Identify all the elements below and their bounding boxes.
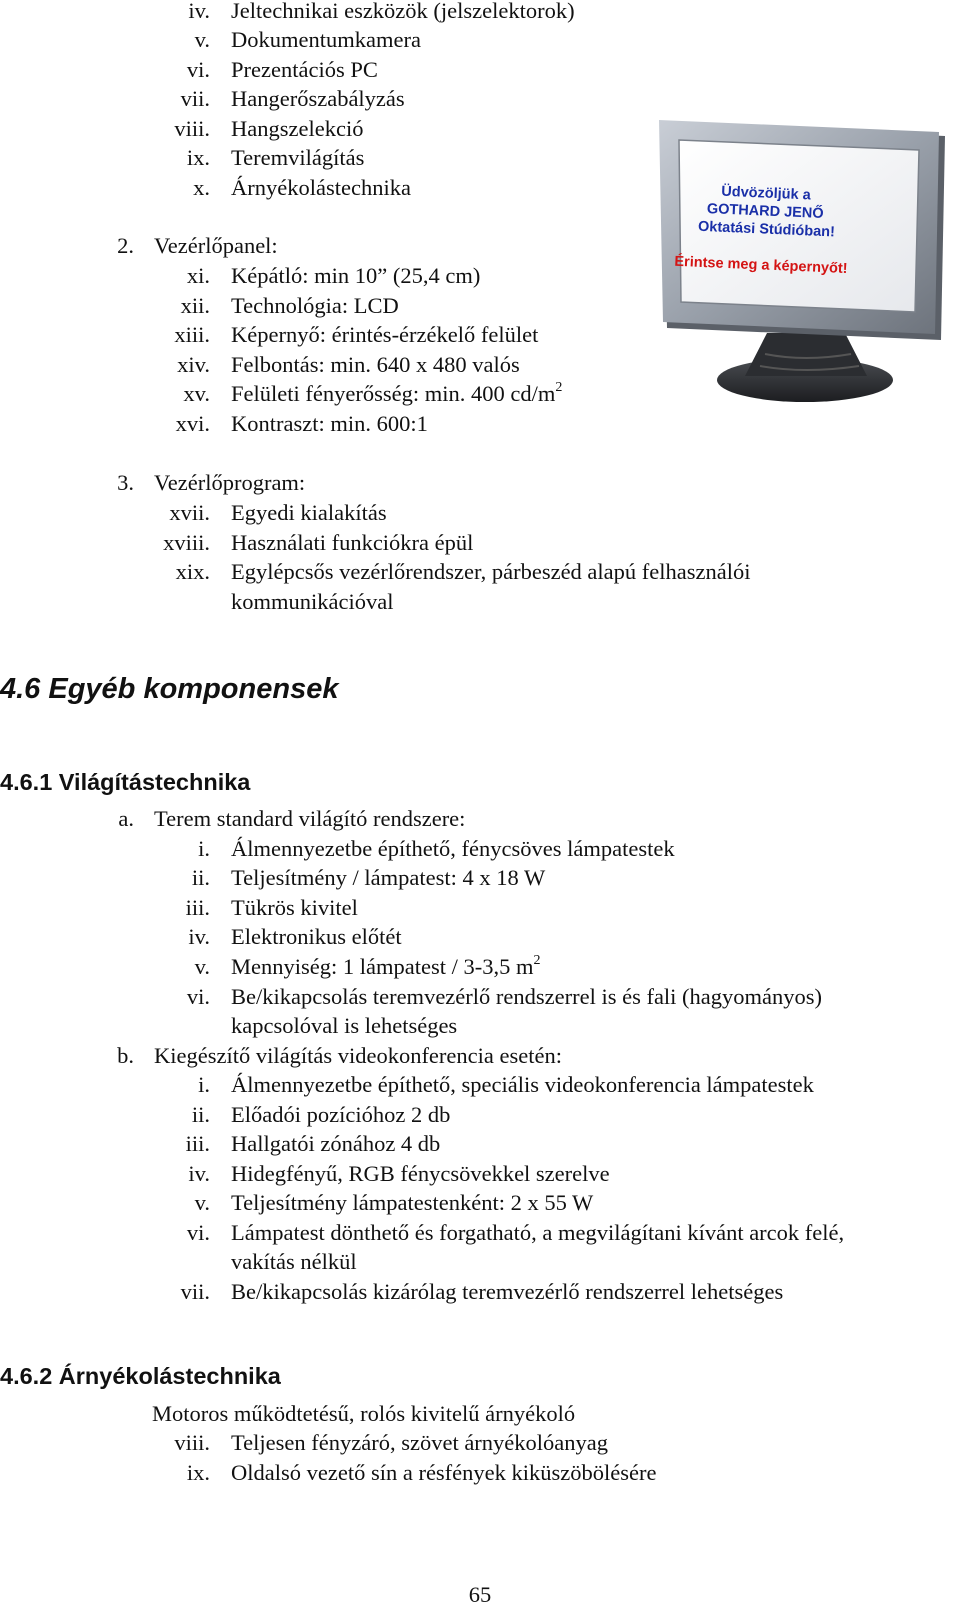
list-item: Be/kikapcsolás teremvezérlő rendszerrel is és fali (hagyományos): [231, 984, 823, 1009]
list-item: Be/kikapcsolás kizárólag teremvezérlő rendszerrel lehetséges: [231, 1279, 784, 1304]
list-number: vii.: [180, 86, 210, 111]
list-number: iv.: [188, 0, 210, 23]
heading-4-6-1: 4.6.1 Világítástechnika: [0, 769, 251, 795]
list-number: ii.: [191, 1102, 210, 1127]
list-number: vi.: [186, 984, 210, 1009]
superscript: 2: [555, 379, 563, 395]
list-item: Hallgatói zónához 4 db: [231, 1131, 441, 1156]
heading-4-6-2: 4.6.2 Árnyékolástechnika: [0, 1363, 281, 1389]
list-number: iii.: [185, 1131, 210, 1156]
lighting-a-title: Terem standard világító rendszere:: [154, 806, 466, 831]
list-item: Teremvilágítás: [231, 145, 365, 170]
list-number: xiv.: [177, 352, 210, 377]
list-number: ix.: [186, 1460, 210, 1485]
list-item-continuation: kapcsolóval is lehetséges: [231, 1013, 458, 1038]
list-item-text: Felületi fényerősség: min. 400 cd/m: [231, 381, 556, 406]
touchscreen-monitor-image: [655, 118, 950, 418]
list-number: viii.: [174, 1430, 210, 1455]
list-number: xiii.: [174, 322, 210, 347]
section-number: a.: [118, 806, 134, 831]
list-number: xviii.: [163, 530, 210, 555]
list-item: Hidegfényű, RGB fénycsövekkel szerelve: [231, 1161, 610, 1186]
list-number: iv.: [188, 924, 210, 949]
list-number: xi.: [186, 263, 210, 288]
list-item: Képernyő: érintés-érzékelő felület: [231, 322, 539, 347]
list-item: Teljesítmény lámpatestenként: 2 x 55 W: [231, 1190, 594, 1215]
list-item: Prezentációs PC: [231, 57, 378, 82]
screen-welcome-line3: Oktatási Stúdióban!: [697, 218, 836, 241]
section-title-program: Vezérlőprogram:: [154, 470, 306, 495]
list-item: Előadói pozícióhoz 2 db: [231, 1102, 451, 1127]
list-number: xvi.: [175, 411, 210, 436]
list-item: [231, 954, 540, 980]
list-item: Képátló: min 10” (25,4 cm): [231, 263, 481, 288]
heading-4-6: 4.6 Egyéb komponensek: [0, 673, 339, 705]
list-number: iv.: [188, 1161, 210, 1186]
superscript: 2: [533, 952, 541, 968]
list-item-text: Mennyiség: 1 lámpatest / 3-3,5 m: [231, 954, 534, 979]
list-number: xix.: [175, 559, 210, 584]
list-number: vii.: [180, 1279, 210, 1304]
list-item: Dokumentumkamera: [231, 27, 421, 52]
list-number: i.: [198, 1072, 210, 1097]
section-number: b.: [117, 1043, 134, 1068]
list-item: Technológia: LCD: [231, 293, 399, 318]
list-item: Elektronikus előtét: [231, 924, 402, 949]
list-item: Teljesen fényzáró, szövet árnyékolóanyag: [231, 1430, 609, 1455]
list-number: ii.: [191, 865, 210, 890]
list-number: xii.: [180, 293, 210, 318]
screen-welcome-line1: Üdvözöljük a: [720, 183, 812, 204]
list-item-continuation: kommunikációval: [231, 589, 394, 614]
list-item: Használati funkciókra épül: [231, 530, 474, 555]
list-item: Felbontás: min. 640 x 480 valós: [231, 352, 520, 377]
list-item: Hangerőszabályzás: [231, 86, 405, 111]
page-number: 65: [468, 1582, 492, 1607]
list-number: v.: [194, 27, 210, 52]
list-number: iii.: [185, 895, 210, 920]
list-item-continuation: vakítás nélkül: [231, 1249, 357, 1274]
list-item: Tükrös kivitel: [231, 895, 358, 920]
list-number: xvii.: [169, 500, 210, 525]
list-number: xv.: [183, 381, 210, 406]
section-number: 2.: [117, 233, 134, 258]
list-item: Álmennyezetbe építhető, speciális videokonferencia lámpatestek: [231, 1072, 814, 1097]
shading-title: Motoros működtetésű, rolós kivitelű árnyékoló: [152, 1401, 576, 1426]
list-item: Árnyékolástechnika: [231, 175, 411, 200]
list-number: x.: [193, 175, 210, 200]
list-number: v.: [194, 954, 210, 979]
list-number: vi.: [186, 57, 210, 82]
list-item: Jeltechnikai eszközök (jelszelektorok): [231, 0, 575, 23]
list-number: i.: [198, 836, 210, 861]
list-item: [231, 381, 562, 407]
section-title-panel: Vezérlőpanel:: [154, 233, 278, 258]
list-item: Oldalsó vezető sín a résfények kiküszöbölésére: [231, 1460, 657, 1485]
list-number: vi.: [186, 1220, 210, 1245]
list-item: Teljesítmény / lámpatest: 4 x 18 W: [231, 865, 546, 890]
list-item: Álmennyezetbe építhető, fénycsöves lámpatestek: [231, 836, 675, 861]
list-number: v.: [194, 1190, 210, 1215]
list-item: Egylépcsős vezérlőrendszer, párbeszéd alapú felhasználói: [231, 559, 751, 584]
lighting-b-title: Kiegészítő világítás videokonferencia esetén:: [154, 1043, 562, 1068]
screen-welcome-line2: GOTHARD JENŐ: [706, 201, 824, 222]
list-item: Egyedi kialakítás: [231, 500, 387, 525]
section-number: 3.: [117, 470, 134, 495]
list-number: ix.: [186, 145, 210, 170]
screen-touch-prompt: Érintse meg a képernyőt!: [674, 253, 848, 278]
list-item: Lámpatest dönthető és forgatható, a megvilágítani kívánt arcok felé,: [231, 1220, 845, 1245]
list-item: Hangszelekció: [231, 116, 364, 141]
list-item: Kontraszt: min. 600:1: [231, 411, 428, 436]
list-number: viii.: [174, 116, 210, 141]
